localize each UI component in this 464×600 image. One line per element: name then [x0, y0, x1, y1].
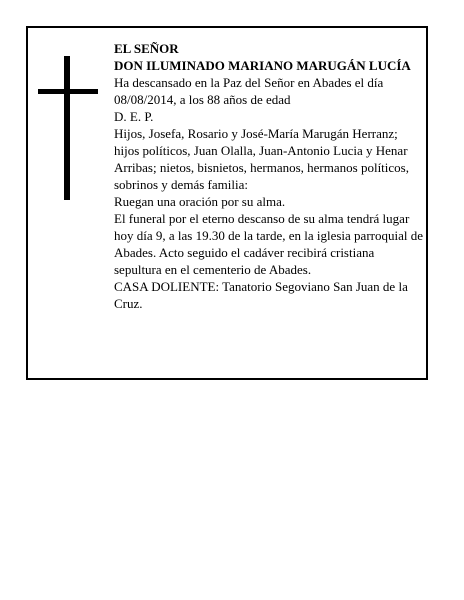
rip-abbreviation: D. E. P. — [114, 109, 154, 124]
obituary-notice — [26, 26, 428, 380]
death-announcement: Ha descansado en la Paz del Señor en Abades el día 08/08/2014, a los 88 años de edad — [114, 75, 384, 107]
funeral-home: CASA DOLIENTE: Tanatorio Segoviano San Juan de la Cruz. — [114, 279, 408, 311]
funeral-details: El funeral por el eterno descanso de su alma tendrá lugar hoy día 9, a las 19.30 de la tarde, en la iglesia parroquial de Abades. Acto seguido el cadáver recibirá cristiana sepultura en el cementerio de Abades. — [114, 211, 424, 277]
family-list: Hijos, Josefa, Rosario y José-María Marugán Herranz; hijos políticos, Juan Olalla, Juan-Antonio Lucia y Henar Arribas; nietos, bisnietos, hermanos, hermanos políticos, sobrinos y demás familia: — [114, 126, 409, 192]
deceased-name: DON ILUMINADO MARIANO MARUGÁN LUCÍA — [114, 58, 411, 73]
prayer-request: Ruegan una oración por su alma. — [114, 194, 286, 209]
heading-title: EL SEÑOR — [114, 41, 179, 56]
notice-text-block — [114, 40, 424, 312]
cross-vertical-bar — [64, 56, 70, 200]
cross-horizontal-bar — [38, 89, 98, 94]
cross-icon — [38, 56, 98, 200]
